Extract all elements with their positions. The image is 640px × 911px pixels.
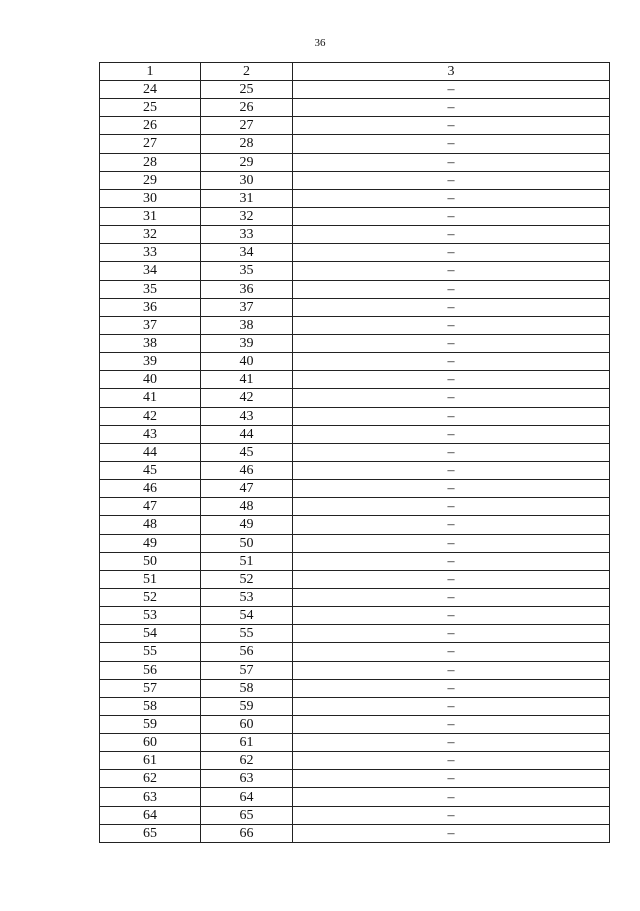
table-cell-col-1: 53 bbox=[100, 607, 201, 625]
table-cell-col-1: 59 bbox=[100, 715, 201, 733]
table-cell-col-2: 62 bbox=[201, 752, 293, 770]
table-cell-col-2: 46 bbox=[201, 461, 293, 479]
table-row bbox=[100, 135, 610, 153]
table-cell-col-3: – bbox=[293, 371, 610, 389]
table-cell-col-2: 64 bbox=[201, 788, 293, 806]
table-row bbox=[100, 153, 610, 171]
table-cell-col-1: 44 bbox=[100, 443, 201, 461]
table-cell-col-3: – bbox=[293, 770, 610, 788]
table-cell-col-3: – bbox=[293, 226, 610, 244]
table-cell-col-1: 62 bbox=[100, 770, 201, 788]
table-row bbox=[100, 425, 610, 443]
table-cell-col-3: – bbox=[293, 153, 610, 171]
table-cell-col-2: 49 bbox=[201, 516, 293, 534]
table-cell-col-2: 51 bbox=[201, 552, 293, 570]
table-cell-col-1: 46 bbox=[100, 480, 201, 498]
table-cell-col-2: 66 bbox=[201, 824, 293, 842]
table-cell-col-1: 56 bbox=[100, 661, 201, 679]
table-row bbox=[100, 679, 610, 697]
page-number: 36 bbox=[314, 37, 326, 49]
table-row bbox=[100, 824, 610, 842]
table-row bbox=[100, 643, 610, 661]
table-row bbox=[100, 734, 610, 752]
table-cell-col-3: – bbox=[293, 570, 610, 588]
table-cell-col-3: – bbox=[293, 262, 610, 280]
table-row bbox=[100, 697, 610, 715]
table-cell-col-2: 47 bbox=[201, 480, 293, 498]
table-row bbox=[100, 461, 610, 479]
table-cell-col-1: 65 bbox=[100, 824, 201, 842]
table-cell-col-1: 40 bbox=[100, 371, 201, 389]
table-cell-col-2: 26 bbox=[201, 99, 293, 117]
table-row bbox=[100, 280, 610, 298]
table-cell-col-1: 26 bbox=[100, 117, 201, 135]
table-row bbox=[100, 516, 610, 534]
table-row bbox=[100, 298, 610, 316]
table-cell-col-1: 48 bbox=[100, 516, 201, 534]
table-cell-col-2: 60 bbox=[201, 715, 293, 733]
table-row bbox=[100, 770, 610, 788]
table-row bbox=[100, 806, 610, 824]
table-cell-col-2: 50 bbox=[201, 534, 293, 552]
table-row bbox=[100, 353, 610, 371]
table-cell-col-3: – bbox=[293, 788, 610, 806]
table-cell-col-3: – bbox=[293, 425, 610, 443]
table-cell-col-1: 32 bbox=[100, 226, 201, 244]
table-cell-col-3: – bbox=[293, 334, 610, 352]
table-cell-col-2: 27 bbox=[201, 117, 293, 135]
table-row bbox=[100, 625, 610, 643]
table-cell-col-2: 40 bbox=[201, 353, 293, 371]
table-cell-col-3: – bbox=[293, 607, 610, 625]
table-cell-col-2: 43 bbox=[201, 407, 293, 425]
table-cell-col-2: 30 bbox=[201, 171, 293, 189]
column-header-1: 1 bbox=[100, 63, 201, 81]
table-cell-col-2: 57 bbox=[201, 661, 293, 679]
table-row bbox=[100, 534, 610, 552]
table-cell-col-2: 34 bbox=[201, 244, 293, 262]
table-row bbox=[100, 389, 610, 407]
table-cell-col-3: – bbox=[293, 461, 610, 479]
table-cell-col-1: 63 bbox=[100, 788, 201, 806]
table-row bbox=[100, 207, 610, 225]
table-row bbox=[100, 788, 610, 806]
table-cell-col-2: 65 bbox=[201, 806, 293, 824]
table-cell-col-3: – bbox=[293, 697, 610, 715]
table-cell-col-3: – bbox=[293, 135, 610, 153]
table-row bbox=[100, 334, 610, 352]
table-row bbox=[100, 480, 610, 498]
table-cell-col-2: 33 bbox=[201, 226, 293, 244]
table-cell-col-1: 30 bbox=[100, 189, 201, 207]
table-cell-col-1: 41 bbox=[100, 389, 201, 407]
table-row bbox=[100, 607, 610, 625]
column-header-3: 3 bbox=[293, 63, 610, 81]
table-row bbox=[100, 262, 610, 280]
table-cell-col-1: 55 bbox=[100, 643, 201, 661]
table-row bbox=[100, 99, 610, 117]
table-row bbox=[100, 117, 610, 135]
header-row bbox=[100, 63, 610, 81]
table-cell-col-3: – bbox=[293, 316, 610, 334]
table-header bbox=[100, 63, 610, 81]
table-cell-col-1: 29 bbox=[100, 171, 201, 189]
table-cell-col-3: – bbox=[293, 407, 610, 425]
table-cell-col-2: 53 bbox=[201, 588, 293, 606]
table-cell-col-1: 31 bbox=[100, 207, 201, 225]
table-cell-col-1: 33 bbox=[100, 244, 201, 262]
table-cell-col-2: 59 bbox=[201, 697, 293, 715]
table-row bbox=[100, 407, 610, 425]
table-cell-col-1: 42 bbox=[100, 407, 201, 425]
table-cell-col-3: – bbox=[293, 189, 610, 207]
table-cell-col-3: – bbox=[293, 806, 610, 824]
table-cell-col-3: – bbox=[293, 99, 610, 117]
table-cell-col-3: – bbox=[293, 353, 610, 371]
table-row bbox=[100, 316, 610, 334]
table-cell-col-1: 58 bbox=[100, 697, 201, 715]
table-cell-col-3: – bbox=[293, 679, 610, 697]
table-cell-col-3: – bbox=[293, 81, 610, 99]
table-cell-col-1: 49 bbox=[100, 534, 201, 552]
table-cell-col-2: 25 bbox=[201, 81, 293, 99]
table-cell-col-1: 25 bbox=[100, 99, 201, 117]
table-row bbox=[100, 752, 610, 770]
table-cell-col-2: 52 bbox=[201, 570, 293, 588]
table-cell-col-2: 55 bbox=[201, 625, 293, 643]
table-row bbox=[100, 498, 610, 516]
table-body bbox=[100, 81, 610, 843]
table-cell-col-3: – bbox=[293, 534, 610, 552]
table-cell-col-1: 36 bbox=[100, 298, 201, 316]
table-cell-col-2: 41 bbox=[201, 371, 293, 389]
table-row bbox=[100, 189, 610, 207]
table-cell-col-2: 45 bbox=[201, 443, 293, 461]
table-cell-col-2: 44 bbox=[201, 425, 293, 443]
table-cell-col-1: 35 bbox=[100, 280, 201, 298]
table-cell-col-2: 42 bbox=[201, 389, 293, 407]
table-cell-col-3: – bbox=[293, 643, 610, 661]
table-cell-col-1: 45 bbox=[100, 461, 201, 479]
table-cell-col-2: 35 bbox=[201, 262, 293, 280]
table-cell-col-1: 60 bbox=[100, 734, 201, 752]
table-cell-col-2: 32 bbox=[201, 207, 293, 225]
table-row bbox=[100, 552, 610, 570]
table-cell-col-2: 28 bbox=[201, 135, 293, 153]
table-cell-col-2: 54 bbox=[201, 607, 293, 625]
table-row bbox=[100, 171, 610, 189]
table-cell-col-3: – bbox=[293, 552, 610, 570]
table-row bbox=[100, 244, 610, 262]
table-cell-col-3: – bbox=[293, 389, 610, 407]
table-cell-col-3: – bbox=[293, 661, 610, 679]
table-cell-col-3: – bbox=[293, 298, 610, 316]
table-cell-col-2: 61 bbox=[201, 734, 293, 752]
table-cell-col-1: 37 bbox=[100, 316, 201, 334]
table-cell-col-3: – bbox=[293, 244, 610, 262]
table-row bbox=[100, 81, 610, 99]
table-cell-col-3: – bbox=[293, 715, 610, 733]
table-row bbox=[100, 570, 610, 588]
table-cell-col-2: 48 bbox=[201, 498, 293, 516]
table-cell-col-2: 39 bbox=[201, 334, 293, 352]
table-row bbox=[100, 661, 610, 679]
table-cell-col-3: – bbox=[293, 443, 610, 461]
table-cell-col-1: 50 bbox=[100, 552, 201, 570]
table-cell-col-1: 38 bbox=[100, 334, 201, 352]
table-cell-col-3: – bbox=[293, 625, 610, 643]
table-cell-col-1: 39 bbox=[100, 353, 201, 371]
table-row bbox=[100, 371, 610, 389]
table-cell-col-2: 37 bbox=[201, 298, 293, 316]
table-row bbox=[100, 715, 610, 733]
table-cell-col-3: – bbox=[293, 280, 610, 298]
table-cell-col-1: 27 bbox=[100, 135, 201, 153]
table-cell-col-3: – bbox=[293, 516, 610, 534]
table-cell-col-1: 43 bbox=[100, 425, 201, 443]
table-cell-col-1: 47 bbox=[100, 498, 201, 516]
table-cell-col-1: 64 bbox=[100, 806, 201, 824]
table-row bbox=[100, 443, 610, 461]
table-cell-col-2: 36 bbox=[201, 280, 293, 298]
table-row bbox=[100, 226, 610, 244]
table-cell-col-1: 61 bbox=[100, 752, 201, 770]
table-cell-col-2: 38 bbox=[201, 316, 293, 334]
table-cell-col-3: – bbox=[293, 117, 610, 135]
table-cell-col-3: – bbox=[293, 498, 610, 516]
table-cell-col-1: 34 bbox=[100, 262, 201, 280]
table-cell-col-1: 24 bbox=[100, 81, 201, 99]
column-header-2: 2 bbox=[201, 63, 293, 81]
table-cell-col-3: – bbox=[293, 752, 610, 770]
table-cell-col-1: 54 bbox=[100, 625, 201, 643]
table-cell-col-2: 58 bbox=[201, 679, 293, 697]
table-cell-col-1: 52 bbox=[100, 588, 201, 606]
table-cell-col-3: – bbox=[293, 207, 610, 225]
table-cell-col-3: – bbox=[293, 480, 610, 498]
table-cell-col-3: – bbox=[293, 171, 610, 189]
table-cell-col-2: 29 bbox=[201, 153, 293, 171]
table-cell-col-3: – bbox=[293, 824, 610, 842]
table-cell-col-2: 31 bbox=[201, 189, 293, 207]
table-cell-col-2: 63 bbox=[201, 770, 293, 788]
table-cell-col-1: 57 bbox=[100, 679, 201, 697]
table-cell-col-3: – bbox=[293, 734, 610, 752]
data-table bbox=[99, 62, 610, 843]
table-row bbox=[100, 588, 610, 606]
table-cell-col-1: 51 bbox=[100, 570, 201, 588]
table-cell-col-1: 28 bbox=[100, 153, 201, 171]
table-cell-col-2: 56 bbox=[201, 643, 293, 661]
table-cell-col-3: – bbox=[293, 588, 610, 606]
